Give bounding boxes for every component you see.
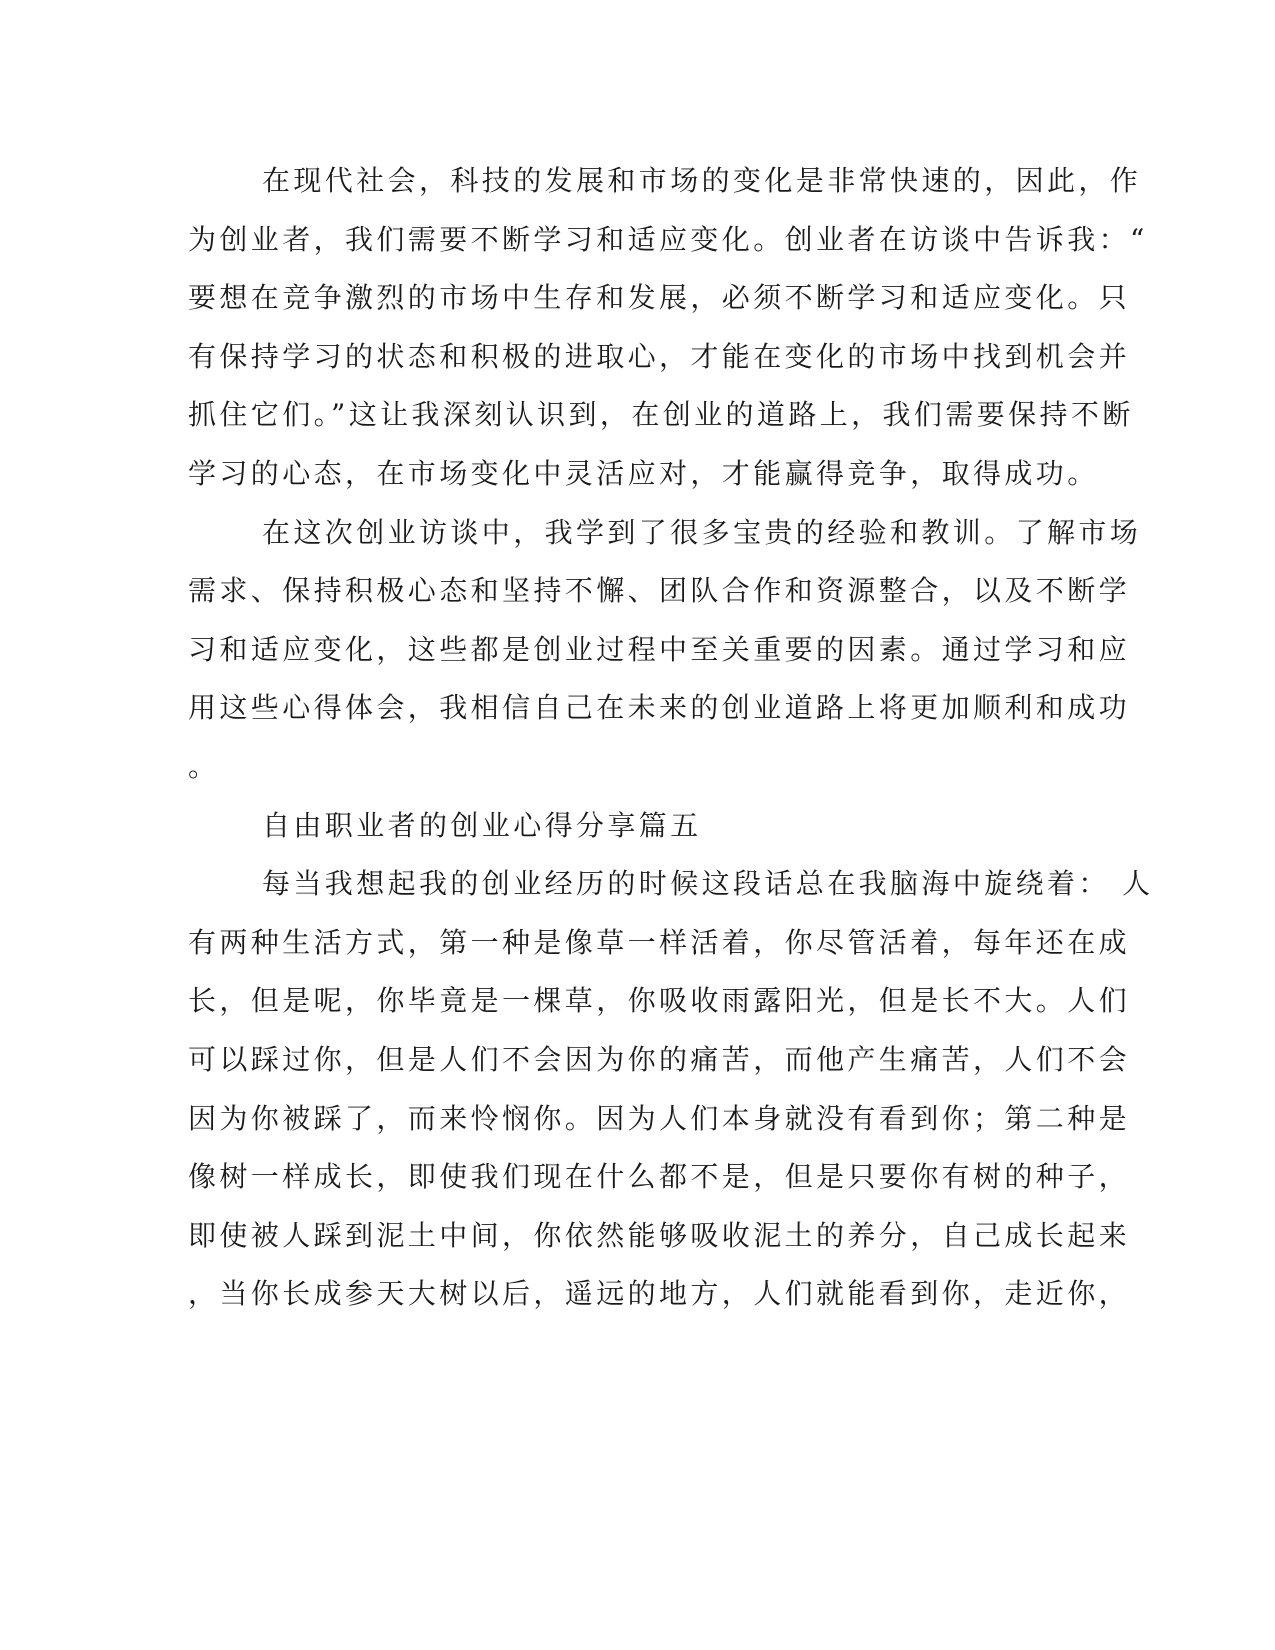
paragraph-line: 习和适应变化，这些都是创业过程中至关重要的因素。通过学习和应 [188, 633, 1131, 666]
paragraph-line: 学习的心态，在市场变化中灵活应对，才能赢得竞争，取得成功。 [188, 457, 1099, 490]
paragraph-line: ，当你长成参天大树以后，遥远的地方，人们就能看到你，走近你， [188, 1277, 1131, 1310]
paragraph-line: 有两种生活方式，第一种是像草一样活着，你尽管活着，每年还在成 [188, 926, 1131, 959]
paragraph-line: 为创业者，我们需要不断学习和适应变化。创业者在访谈中告诉我：“ [188, 223, 1148, 256]
paragraph-line: 即使被人踩到泥土中间，你依然能够吸收泥土的养分，自己成长起来 [188, 1219, 1131, 1252]
paragraph-line: 长，但是呢，你毕竟是一棵草，你吸收雨露阳光，但是长不大。人们 [188, 984, 1131, 1017]
paragraph-line: 抓住它们。”这让我深刻认识到，在创业的道路上，我们需要保持不断 [188, 398, 1134, 431]
paragraph-line: 要想在竞争激烈的市场中生存和发展，必须不断学习和适应变化。只 [188, 281, 1131, 314]
paragraph-line: 在这次创业访谈中，我学到了很多宝贵的经验和教训。了解市场 [262, 516, 1142, 549]
section-heading: 自由职业者的创业心得分享篇五 [262, 809, 702, 842]
paragraph-line: 需求、保持积极心态和坚持不懈、团队合作和资源整合，以及不断学 [188, 574, 1131, 607]
paragraph-line: 。 [188, 750, 220, 783]
paragraph-line: 有保持学习的状态和积极的进取心，才能在变化的市场中找到机会并 [188, 340, 1131, 373]
paragraph-line: 可以踩过你，但是人们不会因为你的痛苦，而他产生痛苦，人们不会 [188, 1043, 1131, 1076]
paragraph-line: 像树一样成长，即使我们现在什么都不是，但是只要你有树的种子， [188, 1160, 1131, 1193]
paragraph-line: 在现代社会，科技的发展和市场的变化是非常快速的，因此，作 [262, 164, 1142, 197]
paragraph-line: 因为你被踩了，而来怜悯你。因为人们本身就没有看到你；第二种是 [188, 1102, 1131, 1135]
paragraph-line: 用这些心得体会，我相信自己在未来的创业道路上将更加顺利和成功 [188, 691, 1131, 724]
paragraph-line: 每当我想起我的创业经历的时候这段话总在我脑海中旋绕着： 人 [262, 867, 1154, 900]
